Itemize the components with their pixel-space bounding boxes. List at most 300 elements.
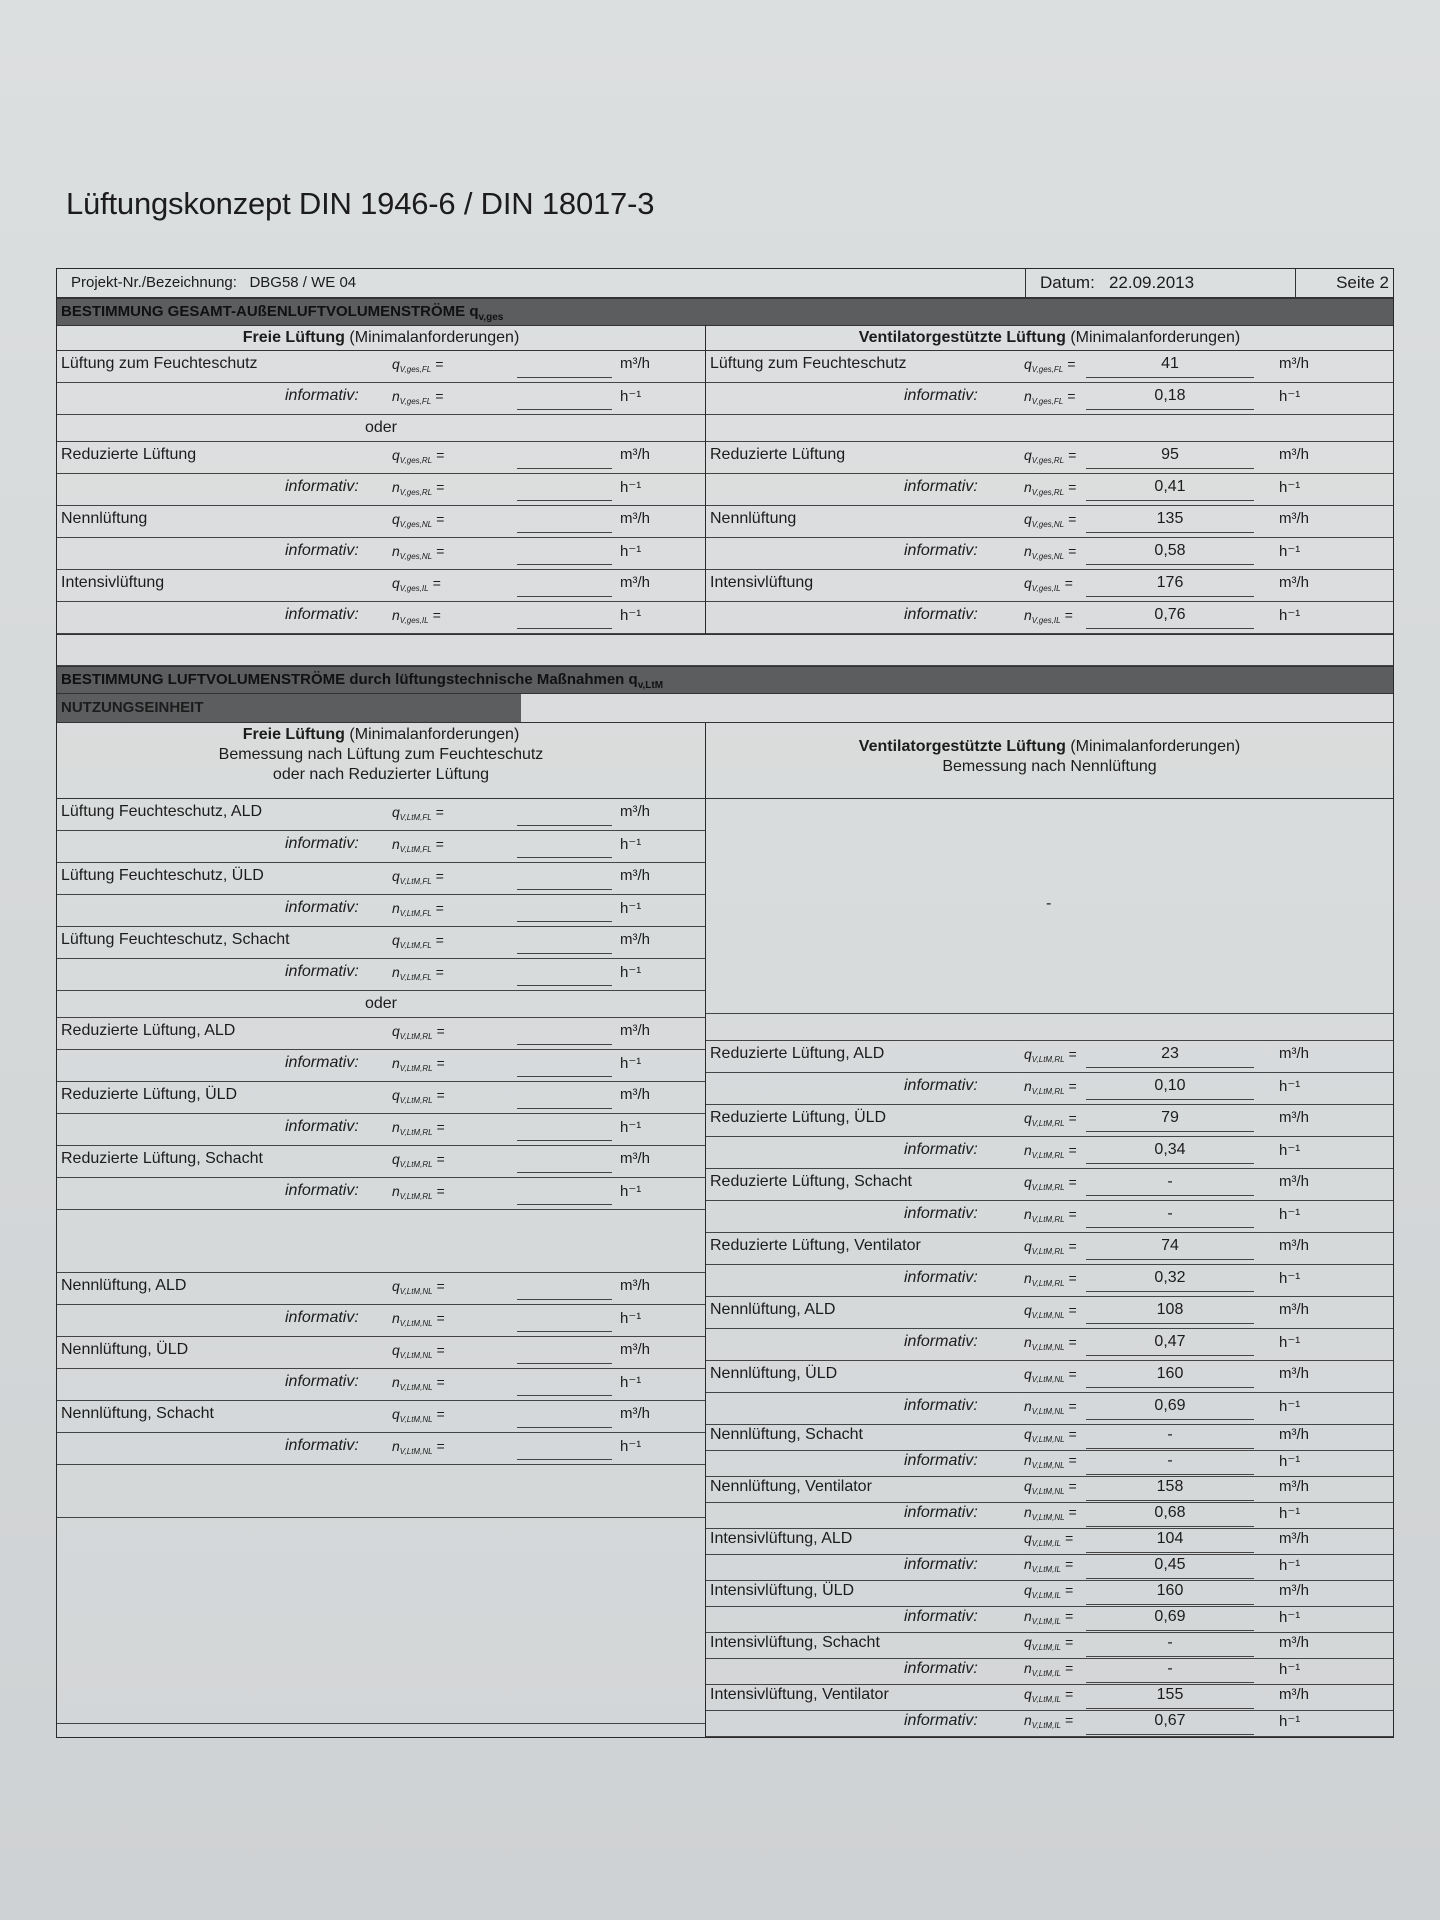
n-unit: h⁻¹ [1279, 607, 1301, 624]
section2-right-rows [706, 799, 1393, 1737]
n-unit: h⁻¹ [620, 836, 642, 853]
q-unit: m³/h [620, 867, 650, 884]
q-symbol-sub: V,LtM,RL [1031, 1119, 1065, 1128]
q-value [517, 446, 612, 469]
n-unit: h⁻¹ [1279, 479, 1301, 496]
value-row-n [57, 1305, 705, 1337]
n-value [517, 542, 612, 565]
n-symbol: $n_{V,ges,IL}$ = [1024, 607, 1073, 625]
right-feuchteschutz-empty [706, 799, 1393, 1014]
q-unit: m³/h [620, 574, 650, 591]
n-unit: h⁻¹ [620, 1055, 642, 1072]
value-row-q [57, 863, 705, 895]
q-unit: m³/h [620, 510, 650, 527]
q-symbol-sub: V,LtM,IL [1031, 1539, 1061, 1548]
section1-right-rows [706, 351, 1393, 634]
value-row-n [706, 1137, 1393, 1169]
row-label: Nennlüftung, Ventilator [710, 1478, 872, 1495]
value-row-n [706, 1555, 1393, 1581]
section1-title-sub: v,ges [478, 312, 504, 323]
n-symbol: $n_{V,LtM,NL}$ = [392, 1438, 445, 1456]
row-label: Intensivlüftung [710, 574, 814, 591]
value-row-q [706, 1425, 1393, 1451]
informativ-label: informativ: [285, 542, 359, 559]
n-value [517, 899, 612, 922]
value-row-n [57, 831, 705, 863]
value-row-n [706, 1201, 1393, 1233]
informativ-label: informativ: [904, 1333, 978, 1350]
n-symbol-sub: V,LtM,NL [399, 1383, 433, 1392]
q-symbol-sub: V,LtM,RL [399, 1160, 433, 1169]
q-symbol: $q_{V,ges,NL}$ = [392, 511, 445, 529]
value-row-q [706, 1041, 1393, 1073]
n-value: 0,69 [1086, 1608, 1254, 1631]
value-row-n [57, 474, 705, 506]
q-symbol-sub: V,ges,IL [399, 584, 429, 593]
n-unit: h⁻¹ [1279, 1078, 1301, 1095]
value-row-n [57, 1369, 705, 1401]
q-value: 41 [1086, 355, 1254, 378]
project-value: DBG58 / WE 04 [249, 274, 357, 291]
q-unit: m³/h [620, 1405, 650, 1422]
informativ-label: informativ: [904, 606, 978, 623]
value-row-n [706, 383, 1393, 415]
value-row-n [706, 538, 1393, 570]
n-symbol: $n_{V,LtM,RL}$ = [392, 1119, 445, 1137]
section2-left-head [57, 723, 705, 799]
n-unit: h⁻¹ [1279, 1206, 1301, 1223]
q-unit: m³/h [620, 1086, 650, 1103]
s2-left-head-line2: Bemessung nach Lüftung zum Feuchteschutz [218, 746, 544, 763]
n-unit: h⁻¹ [1279, 1557, 1301, 1574]
q-value: 160 [1086, 1582, 1254, 1605]
n-unit: h⁻¹ [1279, 1453, 1301, 1470]
q-symbol-sub: V,LtM,FL [399, 941, 432, 950]
n-symbol-sub: V,LtM,NL [1031, 1343, 1065, 1352]
q-value: 95 [1086, 446, 1254, 469]
n-unit: h⁻¹ [1279, 1661, 1301, 1678]
q-symbol-sub: V,LtM,NL [399, 1287, 433, 1296]
value-row-n [57, 1433, 705, 1465]
value-row-n [57, 383, 705, 415]
q-unit: m³/h [620, 931, 650, 948]
section2-right-head [706, 723, 1393, 799]
value-row-n [706, 1503, 1393, 1529]
n-unit: h⁻¹ [620, 1310, 642, 1327]
row-label: Nennlüftung, ÜLD [61, 1341, 189, 1358]
row-label: Nennlüftung, Schacht [710, 1426, 863, 1443]
q-symbol-sub: V,LtM,RL [399, 1096, 433, 1105]
informativ-label: informativ: [904, 478, 978, 495]
n-unit: h⁻¹ [1279, 1609, 1301, 1626]
informativ-label: informativ: [285, 963, 359, 980]
q-unit: m³/h [1279, 1478, 1309, 1495]
right-feuchteschutz-dash: - [1046, 895, 1052, 912]
n-symbol: $n_{V,ges,NL}$ = [1024, 543, 1077, 561]
n-value: 0,69 [1086, 1397, 1254, 1420]
n-unit: h⁻¹ [1279, 1505, 1301, 1522]
n-symbol-sub: V,ges,NL [1031, 552, 1065, 561]
n-symbol-sub: V,ges,FL [399, 397, 432, 406]
value-row-q [57, 1018, 705, 1050]
n-unit: h⁻¹ [620, 1374, 642, 1391]
q-value: 108 [1086, 1301, 1254, 1324]
row-label: Reduzierte Lüftung, Ventilator [710, 1237, 921, 1254]
q-value: - [1086, 1426, 1254, 1449]
q-symbol: $q_{V,ges,RL}$ = [1024, 447, 1077, 465]
left-head-bold: Freie Lüftung [242, 329, 345, 346]
value-row-q [57, 1146, 705, 1178]
n-symbol-sub: V,ges,FL [1031, 397, 1064, 406]
n-unit: h⁻¹ [620, 607, 642, 624]
q-symbol-sub: V,LtM,NL [1031, 1311, 1065, 1320]
q-unit: m³/h [1279, 1237, 1309, 1254]
value-row-n [706, 1073, 1393, 1105]
row-label: Nennlüftung [710, 510, 797, 527]
informativ-label: informativ: [904, 1141, 978, 1158]
row-label: Nennlüftung, ALD [61, 1277, 187, 1294]
q-symbol: $q_{V,LtM,NL}$ = [392, 1342, 445, 1360]
n-unit: h⁻¹ [1279, 1334, 1301, 1351]
date-label: Datum: [1040, 273, 1095, 292]
q-unit: m³/h [620, 803, 650, 820]
informativ-label: informativ: [904, 1205, 978, 1222]
n-value: 0,41 [1086, 478, 1254, 501]
s2-left-head-bold: Freie Lüftung [242, 726, 345, 743]
q-symbol: $q_{V,ges,IL}$ = [1024, 575, 1073, 593]
informativ-label: informativ: [285, 1054, 359, 1071]
value-row-n [57, 538, 705, 570]
n-symbol: $n_{V,ges,RL}$ = [1024, 479, 1077, 497]
q-symbol-sub: V,ges,FL [1031, 365, 1064, 374]
value-row-q [706, 442, 1393, 474]
q-unit: m³/h [620, 1341, 650, 1358]
informativ-label: informativ: [285, 1309, 359, 1326]
q-value: 158 [1086, 1478, 1254, 1501]
informativ-label: informativ: [285, 478, 359, 495]
n-symbol-sub: V,ges,RL [399, 488, 433, 497]
value-row-n [57, 1114, 705, 1146]
q-symbol: $q_{V,ges,FL}$ = [1024, 356, 1076, 374]
n-symbol-sub: V,LtM,RL [1031, 1151, 1065, 1160]
q-symbol: $q_{V,LtM,RL}$ = [392, 1087, 445, 1105]
value-row-q [706, 1581, 1393, 1607]
q-unit: m³/h [1279, 1634, 1309, 1651]
q-symbol: $q_{V,LtM,RL}$ = [1024, 1046, 1077, 1064]
value-row-n [57, 895, 705, 927]
q-unit: m³/h [1279, 510, 1309, 527]
n-unit: h⁻¹ [620, 1438, 642, 1455]
blank-row [706, 1014, 1393, 1041]
q-value [517, 574, 612, 597]
section1-left-rows [57, 351, 705, 634]
n-symbol-sub: V,ges,RL [1031, 488, 1065, 497]
n-symbol: $n_{V,LtM,NL}$ = [1024, 1334, 1077, 1352]
value-row-n [706, 1329, 1393, 1361]
value-row-n [706, 474, 1393, 506]
informativ-label: informativ: [904, 387, 978, 404]
q-symbol-sub: V,LtM,NL [1031, 1435, 1065, 1444]
n-symbol: $n_{V,LtM,FL}$ = [392, 900, 444, 918]
q-symbol: $q_{V,LtM,FL}$ = [392, 804, 444, 822]
nutzungseinheit-label: NUTZUNGSEINHEIT [57, 694, 521, 722]
value-row-q [706, 351, 1393, 383]
value-row-q [57, 1401, 705, 1433]
q-symbol: $q_{V,LtM,NL}$ = [1024, 1426, 1077, 1444]
document-title: Lüftungskonzept DIN 1946-6 / DIN 18017-3 [66, 186, 655, 221]
s2-right-head-line2: Bemessung nach Nennlüftung [942, 758, 1157, 775]
n-unit: h⁻¹ [1279, 543, 1301, 560]
q-symbol-sub: V,LtM,RL [1031, 1183, 1065, 1192]
q-unit: m³/h [1279, 1301, 1309, 1318]
informativ-label: informativ: [904, 1712, 978, 1729]
q-symbol: $q_{V,LtM,NL}$ = [392, 1278, 445, 1296]
q-symbol-sub: V,LtM,IL [1031, 1695, 1061, 1704]
value-row-n [706, 1451, 1393, 1477]
n-unit: h⁻¹ [1279, 388, 1301, 405]
n-symbol-sub: V,LtM,NL [1031, 1407, 1065, 1416]
q-symbol: $q_{V,LtM,IL}$ = [1024, 1686, 1074, 1704]
section2-columns [57, 723, 1393, 1737]
row-label: Reduzierte Lüftung, Schacht [710, 1173, 912, 1190]
n-value: 0,32 [1086, 1269, 1254, 1292]
q-symbol: $q_{V,LtM,FL}$ = [392, 868, 444, 886]
value-row-q [706, 1169, 1393, 1201]
value-row-q [57, 799, 705, 831]
n-value: 0,18 [1086, 387, 1254, 410]
s2-right-head-rest: (Minimalanforderungen) [1070, 738, 1241, 755]
informativ-label: informativ: [285, 606, 359, 623]
value-row-q [706, 1361, 1393, 1393]
q-value: 160 [1086, 1365, 1254, 1388]
n-symbol-sub: V,LtM,RL [399, 1064, 433, 1073]
n-symbol: $n_{V,LtM,RL}$ = [1024, 1206, 1077, 1224]
q-value: - [1086, 1173, 1254, 1196]
n-symbol: $n_{V,LtM,NL}$ = [1024, 1398, 1077, 1416]
project-label: Projekt-Nr./Bezeichnung: [71, 274, 237, 291]
n-value [517, 606, 612, 629]
value-row-n [57, 959, 705, 991]
q-symbol: $q_{V,ges,IL}$ = [392, 575, 441, 593]
row-label: Lüftung Feuchteschutz, ALD [61, 803, 263, 820]
section2-left-rows [57, 799, 705, 1724]
value-row-q [706, 1233, 1393, 1265]
n-symbol-sub: V,LtM,NL [399, 1319, 433, 1328]
informativ-label: informativ: [285, 387, 359, 404]
value-row-q [706, 1685, 1393, 1711]
n-symbol: $n_{V,LtM,NL}$ = [392, 1374, 445, 1392]
q-value [517, 1341, 612, 1364]
oder-separator: oder [57, 991, 705, 1018]
n-unit: h⁻¹ [620, 543, 642, 560]
n-unit: h⁻¹ [1279, 1270, 1301, 1287]
informativ-label: informativ: [285, 1437, 359, 1454]
n-symbol-sub: V,ges,IL [1031, 616, 1061, 625]
value-row-q [706, 1633, 1393, 1659]
n-symbol-sub: V,LtM,RL [399, 1128, 433, 1137]
q-symbol: $q_{V,LtM,RL}$ = [1024, 1238, 1077, 1256]
n-unit: h⁻¹ [1279, 1398, 1301, 1415]
value-row-q [57, 442, 705, 474]
n-symbol: $n_{V,LtM,RL}$ = [1024, 1142, 1077, 1160]
q-value: 155 [1086, 1686, 1254, 1709]
q-value [517, 1086, 612, 1109]
n-symbol: $n_{V,LtM,IL}$ = [1024, 1608, 1074, 1626]
n-symbol-sub: V,LtM,NL [399, 1447, 433, 1456]
q-symbol-sub: V,ges,NL [399, 520, 433, 529]
n-value: 0,76 [1086, 606, 1254, 629]
q-value: 79 [1086, 1109, 1254, 1132]
n-symbol-sub: V,ges,NL [399, 552, 433, 561]
n-symbol: $n_{V,ges,NL}$ = [392, 543, 445, 561]
q-value [517, 867, 612, 890]
row-label: Reduzierte Lüftung, ALD [61, 1022, 236, 1039]
left-head-rest: (Minimalanforderungen) [349, 329, 520, 346]
n-symbol-sub: V,LtM,IL [1031, 1617, 1061, 1626]
n-symbol: $n_{V,ges,IL}$ = [392, 607, 441, 625]
row-label: Nennlüftung [61, 510, 148, 527]
q-symbol-sub: V,ges,IL [1031, 584, 1061, 593]
n-symbol: $n_{V,LtM,IL}$ = [1024, 1660, 1074, 1678]
n-symbol-sub: V,LtM,RL [399, 1192, 433, 1201]
n-symbol: $n_{V,LtM,FL}$ = [392, 964, 444, 982]
n-symbol: $n_{V,ges,FL}$ = [1024, 388, 1076, 406]
row-label: Intensivlüftung, Ventilator [710, 1686, 889, 1703]
informativ-label: informativ: [904, 542, 978, 559]
value-row-q [57, 570, 705, 602]
q-symbol: $q_{V,ges,RL}$ = [392, 447, 445, 465]
informativ-label: informativ: [904, 1660, 978, 1677]
right-head-bold: Ventilatorgestützte Lüftung [858, 329, 1066, 346]
value-row-n [57, 1178, 705, 1210]
date-value: 22.09.2013 [1108, 273, 1195, 292]
section1-left-head [57, 326, 705, 351]
n-value: 0,34 [1086, 1141, 1254, 1164]
n-value: 0,45 [1086, 1556, 1254, 1579]
n-value [517, 963, 612, 986]
section1-title-text: BESTIMMUNG GESAMT-AUßENLUFTVOLUMENSTRÖME q [61, 303, 479, 320]
q-symbol-sub: V,LtM,RL [399, 1032, 433, 1041]
q-unit: m³/h [1279, 1173, 1309, 1190]
form-header [57, 269, 1393, 298]
informativ-label: informativ: [904, 1077, 978, 1094]
value-row-n [57, 602, 705, 634]
q-unit: m³/h [620, 1150, 650, 1167]
informativ-label: informativ: [285, 835, 359, 852]
q-symbol: $q_{V,LtM,IL}$ = [1024, 1530, 1074, 1548]
n-symbol: $n_{V,LtM,NL}$ = [392, 1310, 445, 1328]
section2-left-column [57, 723, 706, 1737]
n-symbol: $n_{V,LtM,RL}$ = [1024, 1078, 1077, 1096]
n-symbol: $n_{V,LtM,RL}$ = [392, 1055, 445, 1073]
value-row-q [57, 351, 705, 383]
row-label: Intensivlüftung, Schacht [710, 1634, 880, 1651]
section1-left-column [57, 326, 706, 634]
row-label: Reduzierte Lüftung, ÜLD [710, 1109, 887, 1126]
q-symbol-sub: V,LtM,RL [1031, 1247, 1065, 1256]
s2-left-head-rest: (Minimalanforderungen) [349, 726, 520, 743]
q-value [517, 1277, 612, 1300]
informativ-label: informativ: [285, 1118, 359, 1135]
n-symbol-sub: V,LtM,RL [1031, 1279, 1065, 1288]
n-value [517, 1373, 612, 1396]
value-row-q [706, 1105, 1393, 1137]
value-row-n [706, 1659, 1393, 1685]
q-unit: m³/h [1279, 1045, 1309, 1062]
value-row-n [57, 1050, 705, 1082]
value-row-n [706, 1393, 1393, 1425]
row-label: Reduzierte Lüftung, ÜLD [61, 1086, 238, 1103]
ventilation-form [56, 268, 1394, 1738]
n-symbol-sub: V,LtM,RL [1031, 1087, 1065, 1096]
q-symbol: $q_{V,ges,FL}$ = [392, 356, 444, 374]
n-unit: h⁻¹ [620, 479, 642, 496]
blank-row [57, 1210, 705, 1273]
value-row-q [57, 1273, 705, 1305]
n-value [517, 1118, 612, 1141]
n-symbol-sub: V,LtM,RL [1031, 1215, 1065, 1224]
n-value [517, 835, 612, 858]
section1-title [57, 298, 1393, 326]
n-value [517, 1054, 612, 1077]
n-symbol: $n_{V,LtM,NL}$ = [1024, 1504, 1077, 1522]
n-value [517, 1309, 612, 1332]
q-symbol-sub: V,LtM,NL [1031, 1375, 1065, 1384]
n-symbol: $n_{V,LtM,NL}$ = [1024, 1452, 1077, 1470]
q-unit: m³/h [1279, 574, 1309, 591]
section2-right-column [706, 723, 1393, 1737]
q-symbol: $q_{V,LtM,RL}$ = [1024, 1110, 1077, 1128]
n-symbol-sub: V,LtM,IL [1031, 1721, 1061, 1730]
q-unit: m³/h [1279, 446, 1309, 463]
q-value [517, 1405, 612, 1428]
n-symbol-sub: V,ges,IL [399, 616, 429, 625]
q-symbol-sub: V,LtM,RL [1031, 1055, 1065, 1064]
q-value: 135 [1086, 510, 1254, 533]
informativ-label: informativ: [904, 1269, 978, 1286]
q-value: 23 [1086, 1045, 1254, 1068]
row-label: Nennlüftung, Schacht [61, 1405, 214, 1422]
n-value: 0,58 [1086, 542, 1254, 565]
q-symbol-sub: V,ges,RL [1031, 456, 1065, 465]
value-row-q [706, 570, 1393, 602]
q-symbol: $q_{V,LtM,RL}$ = [392, 1151, 445, 1169]
n-unit: h⁻¹ [1279, 1713, 1301, 1730]
q-value: 74 [1086, 1237, 1254, 1260]
nutzungseinheit-row [57, 694, 1393, 723]
n-symbol: $n_{V,LtM,RL}$ = [1024, 1270, 1077, 1288]
value-row-q [57, 1337, 705, 1369]
n-symbol-sub: V,LtM,IL [1031, 1669, 1061, 1678]
row-label: Lüftung Feuchteschutz, Schacht [61, 931, 290, 948]
row-label: Reduzierte Lüftung, Schacht [61, 1150, 263, 1167]
q-unit: m³/h [1279, 1686, 1309, 1703]
informativ-label: informativ: [285, 899, 359, 916]
n-symbol-sub: V,LtM,FL [399, 845, 432, 854]
n-value: 0,67 [1086, 1712, 1254, 1735]
row-label: Intensivlüftung [61, 574, 165, 591]
q-unit: m³/h [1279, 1530, 1309, 1547]
q-unit: m³/h [1279, 1582, 1309, 1599]
q-value [517, 803, 612, 826]
q-symbol-sub: V,LtM,FL [399, 813, 432, 822]
n-symbol-sub: V,LtM,NL [1031, 1513, 1065, 1522]
row-label: Reduzierte Lüftung [710, 446, 846, 463]
q-value [517, 510, 612, 533]
blank-row [57, 1465, 705, 1518]
blank-row [57, 1518, 705, 1724]
q-unit: m³/h [1279, 355, 1309, 372]
